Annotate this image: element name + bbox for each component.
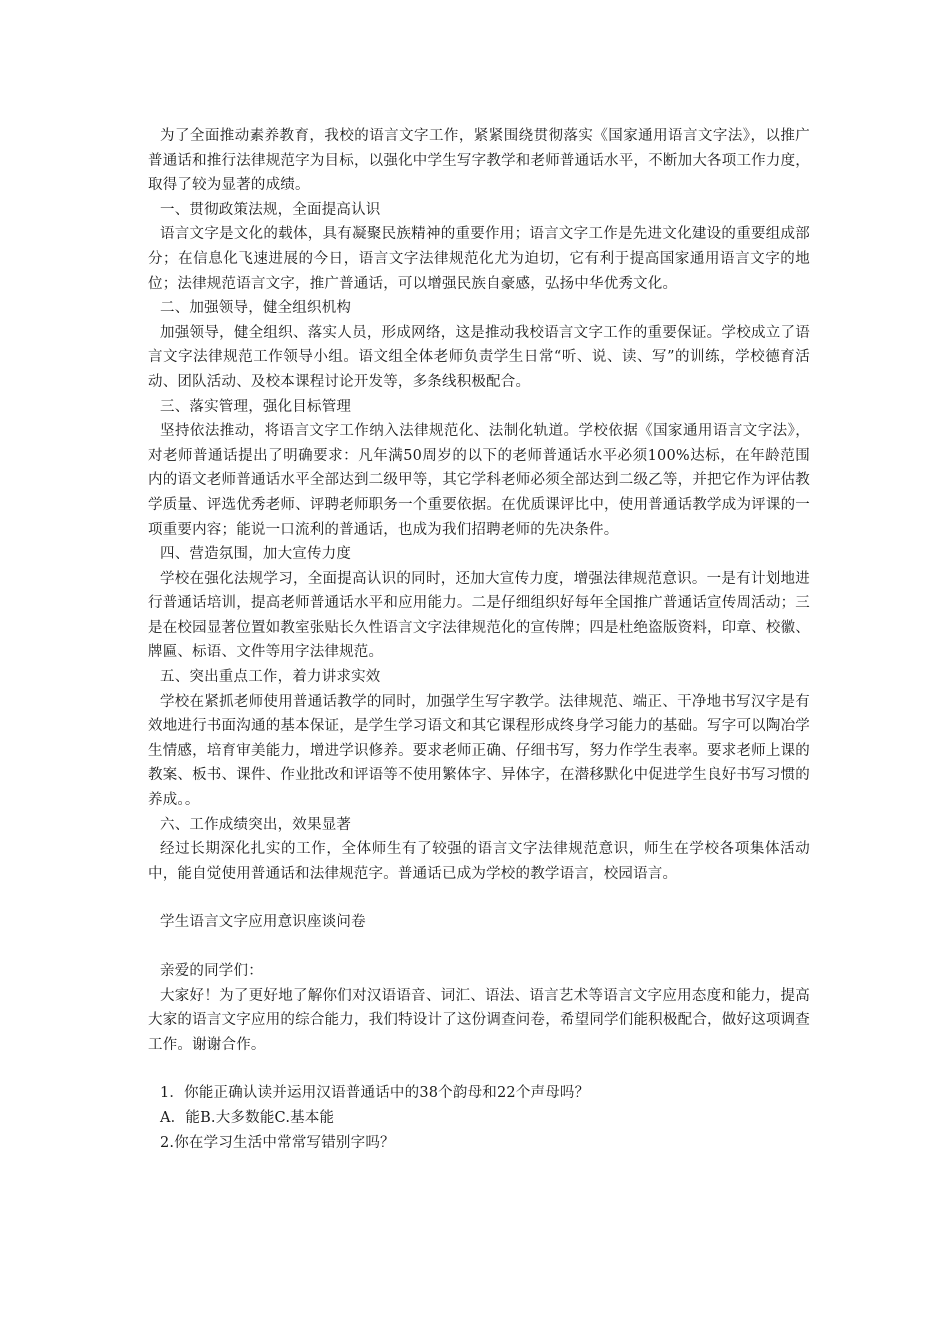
survey-title: 学生语言文字应用意识座谈问卷 (160, 914, 366, 931)
section-body-4: 学校在强化法规学习，全面提高认识的同时，还加大宣传力度，增强法律规范意识。一是有计划地进行普通话培训，提高老师普通话水平和应用能力。二是仔细组织好每年全国推广普通话宣传周活动；三是在校园显著位置如教室张贴长久性语言文字法律规范化的宣传牌；四是杜绝盗版资料，印章、校徽、牌匾、标语、文件等用字法律规范。 (148, 570, 810, 661)
survey-intro: 大家好！为了更好地了解你们对汉语语音、词汇、语法、语言艺术等语言文字应用态度和能力，提高大家的语言文字应用的综合能力，我们特设计了这份调查问卷，希望同学们能积极配合，做好这项调查工作。谢谢合作。 (148, 987, 810, 1053)
spacer (148, 886, 810, 910)
section-heading-4: 四、营造氛围，加大宣传力度 (160, 546, 352, 563)
section-heading-5: 五、突出重点工作，着力讲求实效 (160, 669, 381, 686)
document-body (148, 124, 810, 1155)
question-2: 2.你在学习生活中常常写错别字吗？ (160, 1134, 395, 1151)
spacer (148, 1057, 810, 1081)
section-body-6: 经过长期深化扎实的工作，全体师生有了较强的语言文字法律规范意识，师生在学校各项集体活动中，能自觉使用普通话和法律规范字。普通话已成为学校的教学语言，校园语言。 (148, 841, 810, 882)
section-body-5: 学校在紧抓老师使用普通话教学的同时，加强学生写字教学。法律规范、端正、干净地书写汉字是有效地进行书面沟通的基本保证，是学生学习语文和其它课程形成终身学习能力的基础。写字可以陶冶学生情感，培育审美能力，增进学识修养。要求老师正确、仔细书写，努力作学生表率。要求老师上课的教案、板书、课件、作业批改和评语等不使用繁体字、异体字，在潜移默化中促进学生良好书写习惯的养成。。 (148, 693, 810, 809)
survey-greeting: 亲爱的同学们： (160, 963, 263, 979)
intro-paragraph: 为了全面推动素养教育，我校的语言文字工作，紧紧围绕贯彻落实《国家通用语言文字法》，以推广普通话和推行法律规范字为目标，以强化中学生写字教学和老师普通话水平，不断加大各项工作力度，取得了较为显著的成绩。 (148, 128, 810, 194)
section-heading-1: 一、贯彻政策法规，全面提高认识 (160, 201, 381, 218)
question-1: 1．你能正确认读并运用汉语普通话中的38个韵母和22个声母吗？ (160, 1085, 590, 1102)
question-1-options: A．能B.大多数能C.基本能 (160, 1109, 335, 1126)
section-heading-2: 二、加强领导，健全组织机构 (160, 300, 352, 317)
spacer (148, 935, 810, 959)
section-heading-3: 三、落实管理，强化目标管理 (160, 398, 352, 415)
section-body-1: 语言文字是文化的载体，具有凝聚民族精神的重要作用；语言文字工作是先进文化建设的重要组成部分；在信息化飞速进展的今日，语言文字法律规范化尤为迫切，它有利于提高国家通用语言文字的地位；法律规范语言文字，推广普通话，可以增强民族自豪感，弘扬中华优秀文化。 (148, 226, 810, 292)
section-body-2: 加强领导，健全组织、落实人员，形成网络，这是推动我校语言文字工作的重要保证。学校成立了语言文字法律规范工作领导小组。语文组全体老师负责学生日常“听、说、读、写”的训练，学校德育活动、团队活动、及校本课程讨论开发等，多条线积极配合。 (148, 324, 810, 390)
section-body-3: 坚持依法推动，将语言文字工作纳入法律规范化、法制化轨道。学校依据《国家通用语言文字法》，对老师普通话提出了明确要求：凡年满50周岁的以下的老师普通话水平必须100%达标，在年龄范围内的语文老师普通话水平全部达到二级甲等，其它学科老师必须全部达到二级乙等，并把它作为评估教学质量、评选优秀老师、评聘老师职务一个重要依据。在优质课评比中，使用普通话教学成为评课的一项重要内容；能说一口流利的普通话，也成为我们招聘老师的先决条件。 (148, 423, 810, 538)
section-heading-6: 六、工作成绩突出，效果显著 (160, 816, 352, 833)
